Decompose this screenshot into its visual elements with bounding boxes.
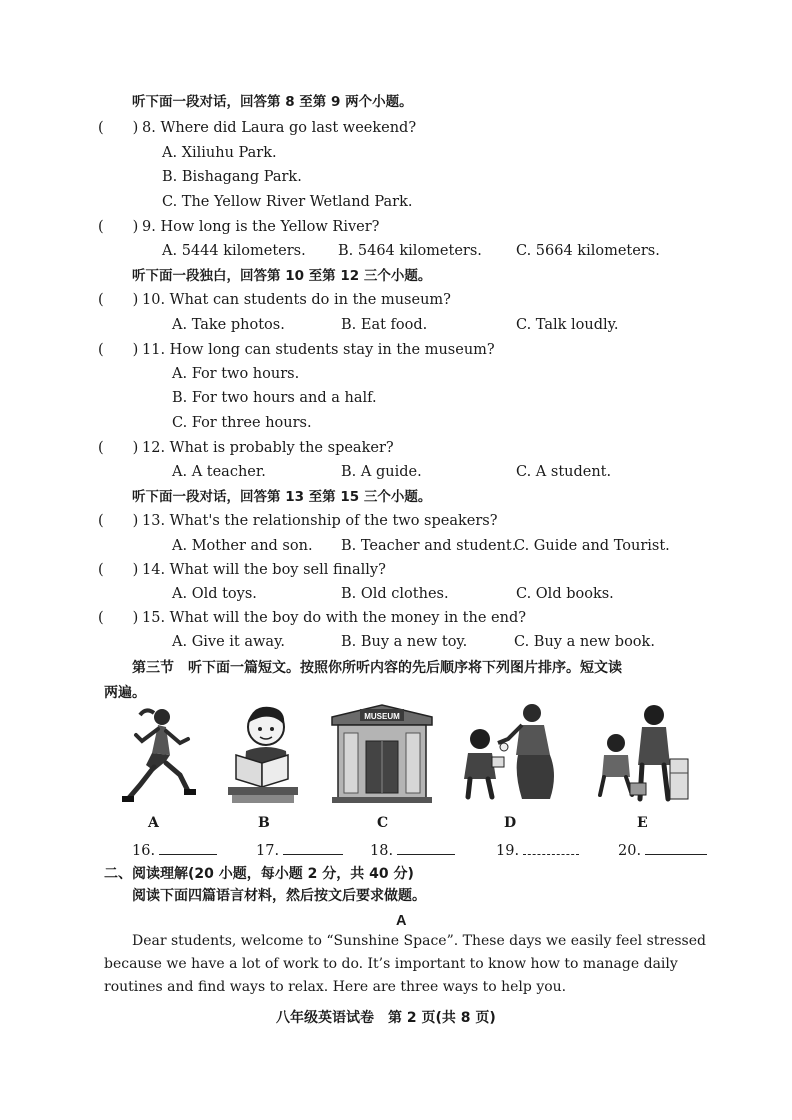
answer-bracket[interactable]: ( ) — [98, 342, 139, 358]
option-8b[interactable]: B. Bishagang Park. — [162, 169, 302, 185]
passage-line: Dear students, welcome to “Sunshine Space”. These days we easily feel stressed — [132, 933, 706, 949]
question-11 — [98, 340, 495, 360]
option-15a[interactable]: A. Give it away. — [172, 634, 285, 650]
option-9c[interactable]: C. 5664 kilometers. — [516, 243, 660, 259]
answer-blank-20[interactable]: 20. — [618, 840, 707, 861]
passage-a — [104, 930, 704, 999]
option-13b[interactable]: B. Teacher and student. — [341, 538, 517, 554]
running-girl-icon — [118, 703, 200, 805]
answer-bracket[interactable]: ( ) — [98, 513, 139, 529]
picture-label-e: E — [637, 815, 648, 831]
question-8 — [98, 118, 417, 138]
page-footer: 八年级英语试卷 第 2 页(共 8 页) — [276, 1010, 496, 1026]
passage-line: routines and find ways to relax. Here are three ways to help you. — [104, 979, 567, 995]
answer-bracket[interactable]: ( ) — [98, 440, 139, 456]
answer-bracket[interactable]: ( ) — [98, 120, 139, 136]
option-14b[interactable]: B. Old clothes. — [341, 586, 449, 602]
option-10c[interactable]: C. Talk loudly. — [516, 317, 619, 333]
option-10a[interactable]: A. Take photos. — [172, 317, 285, 333]
option-9b[interactable]: B. 5464 kilometers. — [338, 243, 482, 259]
option-11a[interactable]: A. For two hours. — [172, 366, 300, 382]
picture-label-c: C — [377, 815, 389, 831]
answer-blank-18[interactable]: 18. — [370, 840, 455, 861]
question-text: 12. What is probably the speaker? — [142, 440, 394, 456]
answer-bracket[interactable]: ( ) — [98, 562, 139, 578]
question-text: 8. Where did Laura go last weekend? — [142, 120, 417, 136]
family-helping-icon — [596, 703, 692, 805]
answer-bracket[interactable]: ( ) — [98, 219, 139, 235]
question-text: 10. What can students do in the museum? — [142, 292, 451, 308]
picture-label-b: B — [258, 815, 270, 831]
option-13a[interactable]: A. Mother and son. — [172, 538, 313, 554]
option-13c[interactable]: C. Guide and Tourist. — [514, 538, 670, 554]
question-15 — [98, 608, 527, 628]
option-14a[interactable]: A. Old toys. — [172, 586, 257, 602]
answer-bracket[interactable]: ( ) — [98, 610, 139, 626]
option-8c[interactable]: C. The Yellow River Wetland Park. — [162, 194, 413, 210]
question-text: 11. How long can students stay in the museum? — [142, 342, 495, 358]
answer-bracket[interactable]: ( ) — [98, 292, 139, 308]
part2-heading: 二、阅读理解(20 小题，每小题 2 分，共 40 分) — [104, 866, 414, 882]
option-8a[interactable]: A. Xiliuhu Park. — [162, 145, 277, 161]
question-13 — [98, 511, 498, 531]
volunteers-icon — [458, 703, 562, 805]
picture-label-d: D — [504, 815, 517, 831]
option-12b[interactable]: B. A guide. — [341, 464, 422, 480]
question-10 — [98, 290, 451, 310]
question-12 — [98, 438, 394, 458]
option-11b[interactable]: B. For two hours and a half. — [172, 390, 377, 406]
question-text: 9. How long is the Yellow River? — [142, 219, 380, 235]
question-14 — [98, 560, 386, 580]
museum-icon — [330, 703, 434, 805]
passage-line: because we have a lot of work to do. It’s important to know how to manage daily — [104, 956, 678, 972]
option-14c[interactable]: C. Old books. — [516, 586, 614, 602]
section-heading-13-15: 听下面一段对话，回答第 13 至第 15 三个小题。 — [132, 489, 432, 505]
question-9 — [98, 217, 380, 237]
option-15c[interactable]: C. Buy a new book. — [514, 634, 655, 650]
question-text: 15. What will the boy do with the money in the end? — [142, 610, 527, 626]
question-text: 14. What will the boy sell finally? — [142, 562, 386, 578]
option-15b[interactable]: B. Buy a new toy. — [341, 634, 468, 650]
option-12c[interactable]: C. A student. — [516, 464, 612, 480]
option-12a[interactable]: A. A teacher. — [172, 464, 266, 480]
part3-instruction-cont: 两遍。 — [104, 685, 146, 701]
answer-blank-16[interactable]: 16. — [132, 840, 217, 861]
option-9a[interactable]: A. 5444 kilometers. — [162, 243, 306, 259]
question-text: 13. What's the relationship of the two speakers? — [142, 513, 498, 529]
section-heading-10-12: 听下面一段独白，回答第 10 至第 12 三个小题。 — [132, 268, 432, 284]
section-heading-8-9: 听下面一段对话，回答第 8 至第 9 两个小题。 — [132, 94, 413, 110]
passage-title: A — [396, 913, 407, 929]
boy-reading-icon — [222, 703, 306, 805]
museum-sign: MUSEUM — [364, 712, 400, 721]
part2-instruction: 阅读下面四篇语言材料，然后按文后要求做题。 — [132, 888, 426, 904]
answer-blank-17[interactable]: 17. — [256, 840, 343, 861]
part3-instruction: 第三节 听下面一篇短文。按照你所听内容的先后顺序将下列图片排序。短文读 — [132, 660, 622, 676]
answer-blank-19[interactable]: 19. — [496, 840, 579, 861]
picture-label-a: A — [148, 815, 159, 831]
option-11c[interactable]: C. For three hours. — [172, 415, 312, 431]
option-10b[interactable]: B. Eat food. — [341, 317, 428, 333]
